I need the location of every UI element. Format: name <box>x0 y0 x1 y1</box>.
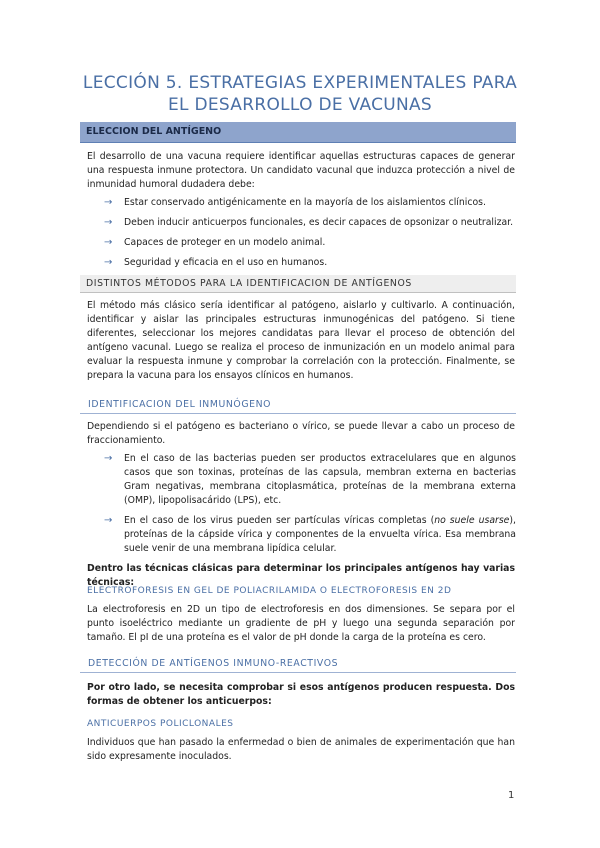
arrow-right-icon: → <box>104 237 113 248</box>
subsection-heading: ELECTROFORESIS EN GEL DE POLIACRILAMIDA O ELECTROFORESIS EN 2D <box>87 586 452 596</box>
list-item: → Capaces de proteger en un modelo animal. <box>104 237 326 248</box>
section-heading-line <box>80 397 516 414</box>
subsection-heading: ANTICUERPOS POLICLONALES <box>87 719 234 729</box>
section-heading: DISTINTOS MÉTODOS PARA LA IDENTIFICACION DE ANTÍGENOS <box>86 278 412 289</box>
arrow-right-icon: → <box>104 515 113 526</box>
section-heading-gray <box>80 275 516 293</box>
section-heading-band <box>80 122 516 143</box>
list-item: → En el caso de los virus pueden ser partículas víricas completas (no suele usarse), proteínas de la cápside vírica y componentes de la envuelta vírica. Esa membrana suele venir de una membrana lipídica celular. <box>104 515 516 554</box>
section5-text: Individuos que han pasado la enfermedad o bien de animales de experimentación que han sido expresamente inoculados. <box>87 737 515 762</box>
section4-text: La electroforesis en 2D un tipo de electroforesis en dos dimensiones. Se separa por el punto isoeléctrico mediante un gradiente de pH y luego una segunda separación por tamaño. El pI de una proteína es el valor de pH donde la carga de la proteína es cero. <box>87 604 515 643</box>
bold-statement: Dentro las técnicas clásicas para determinar los principales antígenos hay varias técnicas: <box>87 563 515 588</box>
section-heading: IDENTIFICACION DEL INMUNÓGENO <box>88 399 272 410</box>
bold-statement: Por otro lado, se necesita comprobar si esos antígenos producen respuesta. Dos formas de obtener los anticuerpos: <box>87 682 515 707</box>
page-number: 1 <box>508 790 515 801</box>
arrow-right-icon: → <box>104 257 113 268</box>
section1-intro: El desarrollo de una vacuna requiere identificar aquellas estructuras capaces de generar una respuesta inmune protectora. Un candidato vacunal que induzca protección a nivel de inmunidad humoral dudadera debe: <box>87 151 515 190</box>
arrow-right-icon: → <box>104 217 113 228</box>
section-heading: DETECCIÓN DE ANTÍGENOS INMUNO-REACTIVOS <box>88 658 339 669</box>
arrow-right-icon: → <box>104 453 113 464</box>
list-item: → Estar conservado antigénicamente en la mayoría de los aislamientos clínicos. <box>104 197 486 208</box>
section3-intro: Dependiendo si el patógeno es bacteriano o vírico, se puede llevar a cabo un proceso de fraccionamiento. <box>87 421 515 446</box>
section2-text: El método más clásico sería identificar al patógeno, aislarlo y cultivarlo. A continuación, identificar y aislar las principales estructuras inmunogénicas del patógeno. Si tiene diferentes, seleccionar los mejores candidatas para llevar el proceso de obtención del antígeno vacunal. Luego se realiza el proceso de inmunización en un modelo animal para evaluar la respuesta inmune y comprobar la correlación con la protección. Finalmente, se prepara la vacuna para los ensayos clínicos en humanos. <box>87 300 515 381</box>
section-heading: ELECCION DEL ANTÍGENO <box>86 126 222 137</box>
document-title: LECCIÓN 5. ESTRATEGIAS EXPERIMENTALES PARA EL DESARROLLO DE VACUNAS <box>82 73 518 115</box>
list-item: → Deben inducir anticuerpos funcionales, es decir capaces de opsonizar o neutralizar. <box>104 217 514 228</box>
arrow-right-icon: → <box>104 197 113 208</box>
list-item: → En el caso de las bacterias pueden ser productos extracelulares que en algunos casos que son toxinas, proteínas de las capsula, membran externa en bacterias Gram negativas, membrana citoplasmática, proteínas de la membrana externa (OMP), lipopolisacárido (LPS), etc. <box>104 453 516 506</box>
section-heading-line <box>80 656 516 673</box>
list-item: → Seguridad y eficacia en el uso en humanos. <box>104 257 328 268</box>
